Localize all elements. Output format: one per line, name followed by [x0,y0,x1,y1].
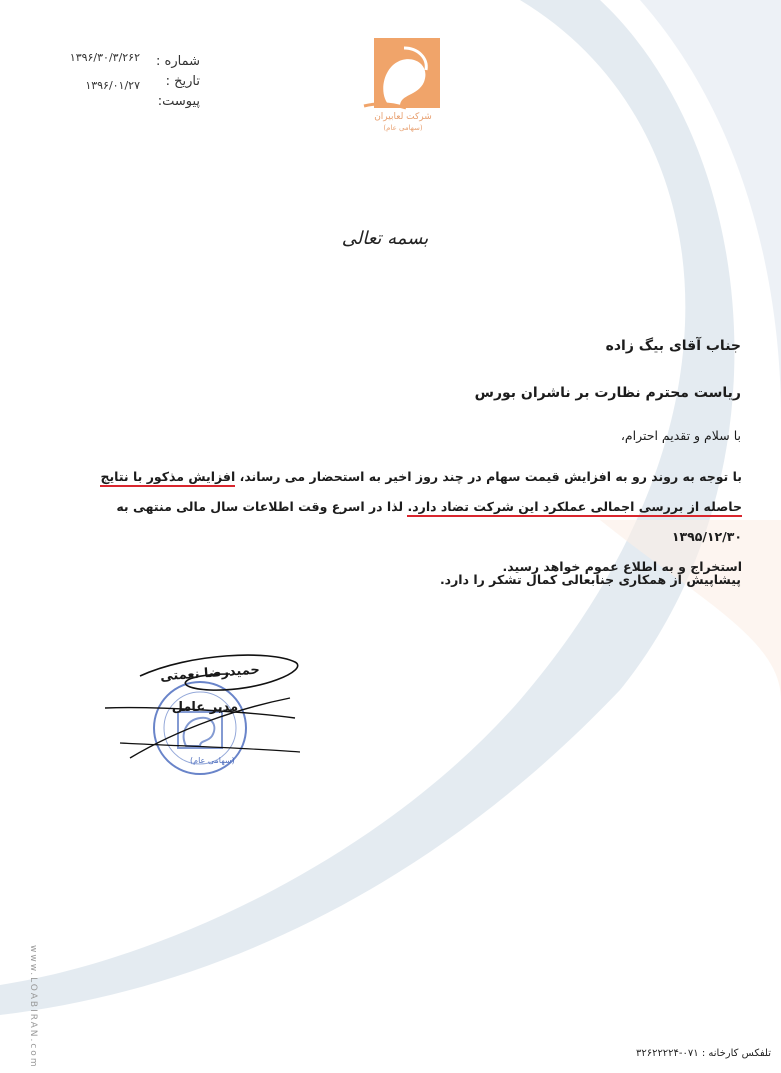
body-sentence-2: لذا در اسرع وقت اطلاعات سال مالی منتهی به ۱۳۹۵/۱۲/۳۰ [116,499,742,544]
meta-values [50,44,140,100]
number-value: ۱۳۹۶/۳۰/۳/۲۶۲ [69,51,140,64]
closing-line: پیشاپیش از همکاری جنابعالی کمال تشکر را دارد. [439,572,741,587]
underlined-text-2: حاصله از بررسی اجمالی عملکرد این شرکت تضاد دارد. [407,499,742,517]
logo-company-sub: (سهامی عام) [383,124,423,132]
number-label: شماره : [156,54,200,69]
attachment-label: پیوست: [157,94,200,109]
letter-body [60,462,742,582]
greeting: با سلام و تقدیم احترام، [620,428,741,443]
date-label: تاریخ : [165,74,200,89]
date-value: ۱۳۹۶/۰۱/۲۷ [85,79,140,92]
body-sentence-3: استخراج و به اطلاع عموم خواهد رسید. [502,559,742,574]
meta-labels [140,52,200,112]
logo-company-name: شرکت لعابیران [374,112,432,122]
recipient-title: ریاست محترم نظارت بر ناشران بورس [474,385,741,401]
body-line-2 [60,492,742,552]
signatory-name: حمیدرضا نعمتی [159,662,261,685]
recipient-name: جناب آقای بیگ زاده [605,338,741,354]
factory-phone: تلفکس کارخانه : ۰۷۱-۳۲۶۲۲۲۲۴ [635,1048,771,1059]
signatory-title: مدیر عامل [171,700,239,715]
body-line-1 [60,462,742,492]
underlined-text-1: افزایش مذکور با نتایج [100,469,235,487]
letter-heading: بسمه تعالی [341,228,429,249]
stamp-text: (سهامی عام) [190,756,235,765]
website-url: www.LOABIRAN.com [28,945,38,1069]
body-sentence-1: با توجه به روند رو به افزایش قیمت سهام در چند روز اخیر به استحضار می رساند، [235,469,742,484]
